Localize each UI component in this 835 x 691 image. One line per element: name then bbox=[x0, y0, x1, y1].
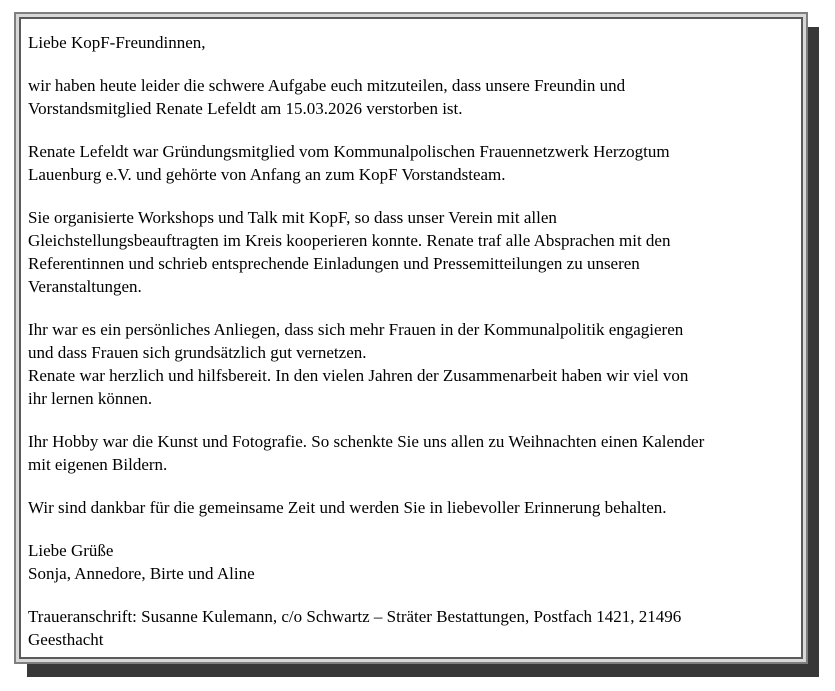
letter-paragraph bbox=[28, 539, 795, 585]
letter-line: Vorstandsmitglied Renate Lefeldt am 15.03.2026 verstorben ist. bbox=[28, 99, 463, 118]
letter-line: Renate war herzlich und hilfsbereit. In den vielen Jahren der Zusammenarbeit haben wir viel von bbox=[28, 366, 689, 385]
letter-line: Sonja, Annedore, Birte und Aline bbox=[28, 564, 255, 583]
letter-line: Lauenburg e.V. und gehörte von Anfang an zum KopF Vorstandsteam. bbox=[28, 165, 506, 184]
letter-paragraph bbox=[28, 206, 795, 298]
letter-paragraph bbox=[28, 605, 795, 651]
letter-paragraph bbox=[28, 31, 795, 54]
letter-line: und dass Frauen sich grundsätzlich gut vernetzen. bbox=[28, 343, 367, 362]
letter-line: Veranstaltungen. bbox=[28, 277, 142, 296]
letter-line: Wir sind dankbar für die gemeinsame Zeit und werden Sie in liebevoller Erinnerung behalten. bbox=[28, 498, 667, 517]
letter-frame bbox=[19, 17, 803, 659]
letter-line: Ihr war es ein persönliches Anliegen, dass sich mehr Frauen in der Kommunalpolitik engagieren bbox=[28, 320, 684, 339]
letter-paragraph bbox=[28, 140, 795, 186]
letter-paragraph bbox=[28, 496, 795, 519]
letter-line: Liebe Grüße bbox=[28, 541, 114, 560]
letter-line: Sie organisierte Workshops und Talk mit KopF, so dass unser Verein mit allen bbox=[28, 208, 557, 227]
letter-line: Traueranschrift: Susanne Kulemann, c/o Schwartz – Sträter Bestattungen, Postfach 1421, 21496 bbox=[28, 607, 682, 626]
letter-line: wir haben heute leider die schwere Aufgabe euch mitzuteilen, dass unsere Freundin und bbox=[28, 76, 626, 95]
letter-line: Geesthacht bbox=[28, 630, 104, 649]
letter-line: Liebe KopF-Freundinnen, bbox=[28, 33, 206, 52]
letter-line: ihr lernen können. bbox=[28, 389, 153, 408]
letter-paragraph bbox=[28, 318, 795, 410]
letter-paragraph bbox=[28, 74, 795, 120]
letter-line: Gleichstellungsbeauftragten im Kreis kooperieren konnte. Renate traf alle Absprachen mit den bbox=[28, 231, 671, 250]
letter-line: Ihr Hobby war die Kunst und Fotografie. So schenkte Sie uns allen zu Weihnachten einen Kalender bbox=[28, 432, 705, 451]
letter-line: mit eigenen Bildern. bbox=[28, 455, 168, 474]
letter-line: Renate Lefeldt war Gründungsmitglied vom Kommunalpolischen Frauennetzwerk Herzogtum bbox=[28, 142, 670, 161]
letter-paragraph bbox=[28, 430, 795, 476]
letter-body bbox=[21, 19, 801, 657]
letter-line: Referentinnen und schrieb entsprechende Einladungen und Pressemitteilungen zu unseren bbox=[28, 254, 640, 273]
